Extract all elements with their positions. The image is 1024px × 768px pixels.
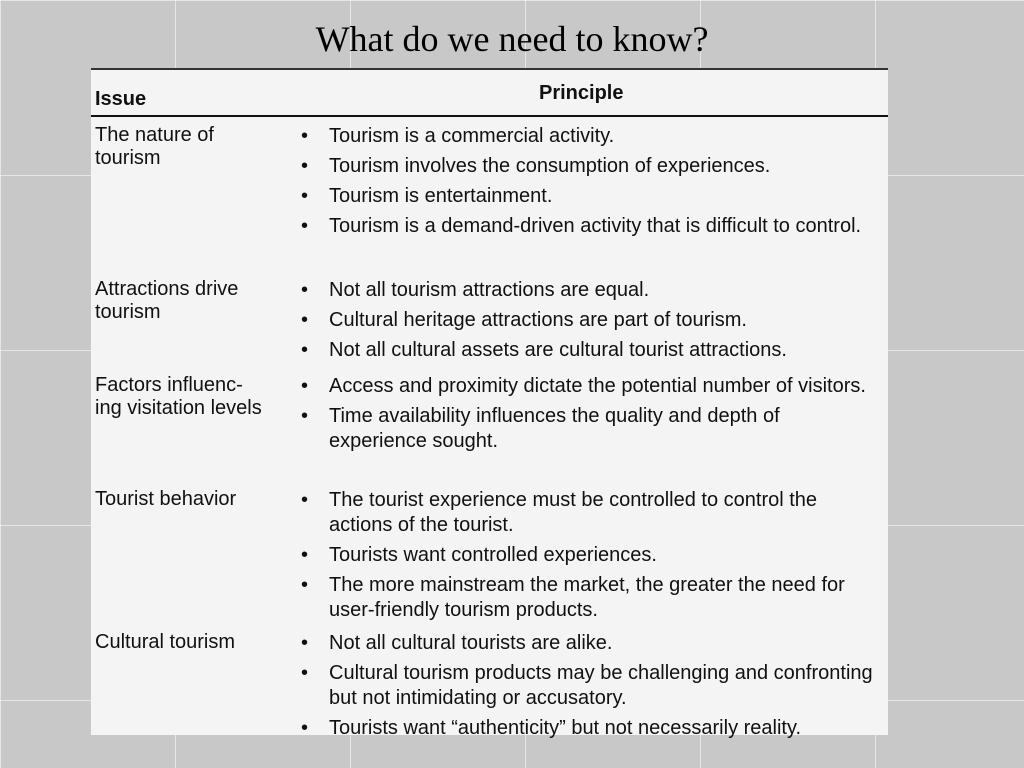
principle-list — [299, 488, 879, 628]
principle-item: • Tourists want controlled experiences. — [301, 544, 657, 566]
bullet-icon: • — [301, 125, 309, 147]
bullet-icon: • — [301, 215, 309, 237]
bullet-icon: • — [301, 339, 309, 361]
principle-item: • Not all cultural assets are cultural tourist attractions. — [301, 339, 787, 361]
principle-item: • Cultural tourism products may be challenging and confronting but not intimidating or accusatory. — [301, 662, 873, 709]
issue-cell: The nature of tourism — [95, 124, 214, 169]
bullet-icon: • — [301, 155, 309, 177]
table-header-row — [91, 68, 888, 117]
slide-title: What do we need to know? — [315, 19, 709, 59]
issue-cell: Factors influenc-ing visitation levels — [95, 374, 262, 419]
principle-item: • Time availability influences the quality and depth of experience sought. — [301, 405, 780, 452]
principle-item: • Tourism is a commercial activity. — [301, 125, 615, 147]
bullet-icon: • — [301, 574, 309, 596]
principle-item: • Not all tourism attractions are equal. — [301, 279, 650, 301]
issue-cell: Cultural tourism — [95, 631, 236, 653]
principle-column-header: Principle — [539, 82, 624, 104]
bullet-icon: • — [301, 405, 309, 427]
bullet-icon: • — [301, 489, 309, 511]
principle-list — [299, 278, 879, 368]
bullet-icon: • — [301, 185, 309, 207]
bullet-icon: • — [301, 279, 309, 301]
principle-item: • Tourists want “authenticity” but not necessarily reality. — [301, 717, 802, 739]
bullet-icon: • — [301, 717, 309, 739]
bullet-icon: • — [301, 662, 309, 684]
principle-item: • Cultural heritage attractions are part of tourism. — [301, 309, 747, 331]
principle-list — [299, 631, 879, 746]
principle-list — [299, 124, 879, 244]
bullet-icon: • — [301, 544, 309, 566]
issue-column-header: Issue — [95, 88, 147, 110]
issue-cell: Tourist behavior — [95, 488, 237, 510]
issue-cell: Attractions drive tourism — [95, 278, 239, 323]
issue-principle-table — [91, 68, 888, 739]
principle-item: • Tourism is entertainment. — [301, 185, 553, 207]
principle-item: • Tourism is a demand-driven activity that is difficult to control. — [301, 215, 862, 237]
principle-list — [299, 374, 879, 459]
principle-item: • Not all cultural tourists are alike. — [301, 632, 613, 654]
bullet-icon: • — [301, 375, 309, 397]
bullet-icon: • — [301, 309, 309, 331]
bullet-icon: • — [301, 632, 309, 654]
principle-item: • The more mainstream the market, the greater the need for user-friendly tourism products. — [301, 574, 845, 621]
principle-item: • Access and proximity dictate the potential number of visitors. — [301, 375, 866, 397]
principle-item: • The tourist experience must be controlled to control the actions of the tourist. — [301, 489, 818, 536]
principle-item: • Tourism involves the consumption of experiences. — [301, 155, 771, 177]
